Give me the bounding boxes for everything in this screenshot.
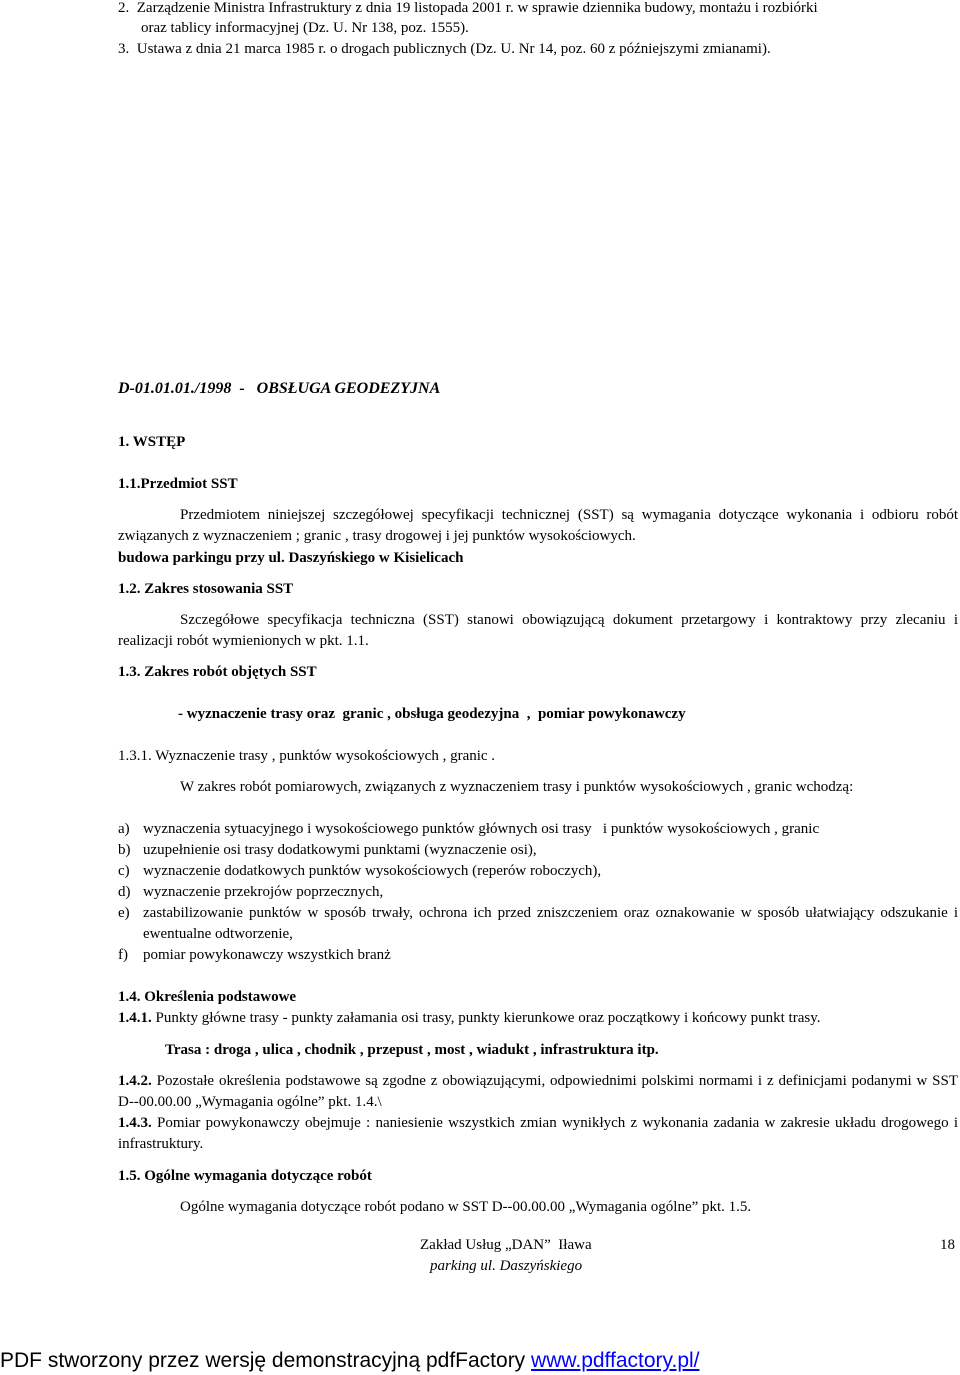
ref-text: Zarządzenie Ministra Infrastruktury z dnia 19 listopada 2001 r. w sprawie dziennika budowy, montażu i rozbiórki [136,0,818,16]
list-label: c) [118,863,130,879]
list-item-text: pomiar powykonawczy wszystkich branż [143,947,391,963]
pdffactory-link[interactable]: www.pdffactory.pl/ [531,1349,700,1372]
ref-item-2 [118,0,818,18]
project-name: budowa parkingu przy ul. Daszyńskiego w Kisielicach [118,550,464,566]
list-item-text: zastabilizowanie punktów w sposób trwały, ochrona ich przed zniszczeniem oraz oznakowanie w sposób ułatwiający odszukanie i ewentualne odtworzenie, [143,905,958,942]
paragraph-1-1 [118,505,958,547]
list-item [118,882,131,902]
paragraph-number: 1.4.2. [118,1073,152,1089]
list-item-text: wyznaczenie przekrojów poprzecznych, [143,884,384,900]
list-item-text: wyznaczenia sytuacyjnego i wysokościowego punktów głównych osi trasy i punktów wysokościowych , granic [143,821,820,837]
pdf-watermark-text: PDF stworzony przez wersję demonstracyjną pdfFactory [0,1349,532,1372]
paragraph-1-2 [118,610,958,652]
ref-number: 3. [118,41,130,57]
paragraph-1-4-2 [118,1071,958,1113]
scope-line: - wyznaczenie trasy oraz granic , obsługa geodezyjna , pomiar powykonawczy [178,706,686,722]
pdf-watermark [0,1348,700,1374]
paragraph-number: 1.4.1. [118,1010,152,1026]
list-item [118,903,130,923]
route-definition: Trasa : droga , ulica , chodnik , przepust , most , wiadukt , infrastruktura itp. [165,1042,659,1058]
paragraph-1-4-3 [118,1113,958,1155]
section-heading-1-2: 1.2. Zakres stosowania SST [118,581,294,597]
section-heading-1-4: 1.4. Określenia podstawowe [118,989,297,1005]
doc-title: D-01.01.01./1998 - OBSŁUGA GEODEZYJNA [118,380,441,397]
footer-company: Zakład Usług „DAN” Iława [420,1237,592,1253]
list-label: b) [118,842,131,858]
list-item [118,945,128,965]
ref-text-cont: oraz tablicy informacyjnej (Dz. U. Nr 138, poz. 1555). [141,20,469,36]
paragraph-1-3-1 [118,777,958,798]
footer-project: parking ul. Daszyńskiego [430,1258,583,1274]
list-label: f) [118,947,128,963]
section-heading-1-3-1: 1.3.1. Wyznaczenie trasy , punktów wysokościowych , granic . [118,748,496,764]
ref-text: Ustawa z dnia 21 marca 1985 r. o drogach publicznych (Dz. U. Nr 14, poz. 60 z późniejszymi zmianami). [136,41,771,57]
section-heading-1-5: 1.5. Ogólne wymagania dotyczące robót [118,1168,372,1184]
section-heading-1-3: 1.3. Zakres robót objętych SST [118,664,317,680]
list-item [118,840,131,860]
list-label: e) [118,905,130,921]
ref-number: 2. [118,0,130,16]
section-heading-1-1: 1.1.Przedmiot SST [118,476,238,492]
ref-item-3 [118,39,771,59]
list-item [118,819,130,839]
list-item-text: wyznaczenie dodatkowych punktów wysokościowych (reperów roboczych), [143,863,602,879]
list-item-text: uzupełnienie osi trasy dodatkowymi punktami (wyznaczenie osi), [143,842,537,858]
paragraph-1-2-text: Szczegółowe specyfikacja techniczna (SST) stanowi obowiązującą dokument przetargowy i kontraktowy przy zlecaniu i realizacji robót wymienionych w pkt. 1.1. [118,612,958,649]
paragraph-1-4-1 [118,1008,821,1028]
section-heading-1: 1. WSTĘP [118,434,186,450]
paragraph-1-3-1-text: W zakres robót pomiarowych, związanych z wyznaczeniem trasy i punktów wysokościowych , granic wchodzą: [180,779,854,795]
page-number: 18 [940,1237,955,1253]
list-label: a) [118,821,130,837]
paragraph-number: 1.4.3. [118,1115,152,1131]
paragraph-1-4-1-text: Punkty główne trasy - punkty załamania osi trasy, punkty kierunkowe oraz początkowy i końcowy punkt trasy. [151,1010,821,1026]
paragraph-1-4-3-text: Pomiar powykonawczy obejmuje : naniesienie wszystkich zmian wynikłych z wykonania zadania w zakresie układu drogowego i infrastruktury. [118,1115,958,1152]
paragraph-1-4-2-text: Pozostałe określenia podstawowe są zgodne z obowiązującymi, odpowiednimi polskimi normami i z definicjami podanymi w SST D--00.00.00 „Wymagania ogólne” pkt. 1.4.\ [118,1073,958,1110]
paragraph-1-1-text: Przedmiotem niniejszej szczegółowej specyfikacji technicznej (SST) są wymagania dotyczące wykonania i odbioru robót związanych z wyznaczeniem ; granic , trasy drogowej i jej punktów wysokościowych. [118,507,958,544]
paragraph-1-5: Ogólne wymagania dotyczące robót podano w SST D--00.00.00 „Wymagania ogólne” pkt. 1.5. [180,1199,752,1215]
list-item [118,861,130,881]
list-label: d) [118,884,131,900]
